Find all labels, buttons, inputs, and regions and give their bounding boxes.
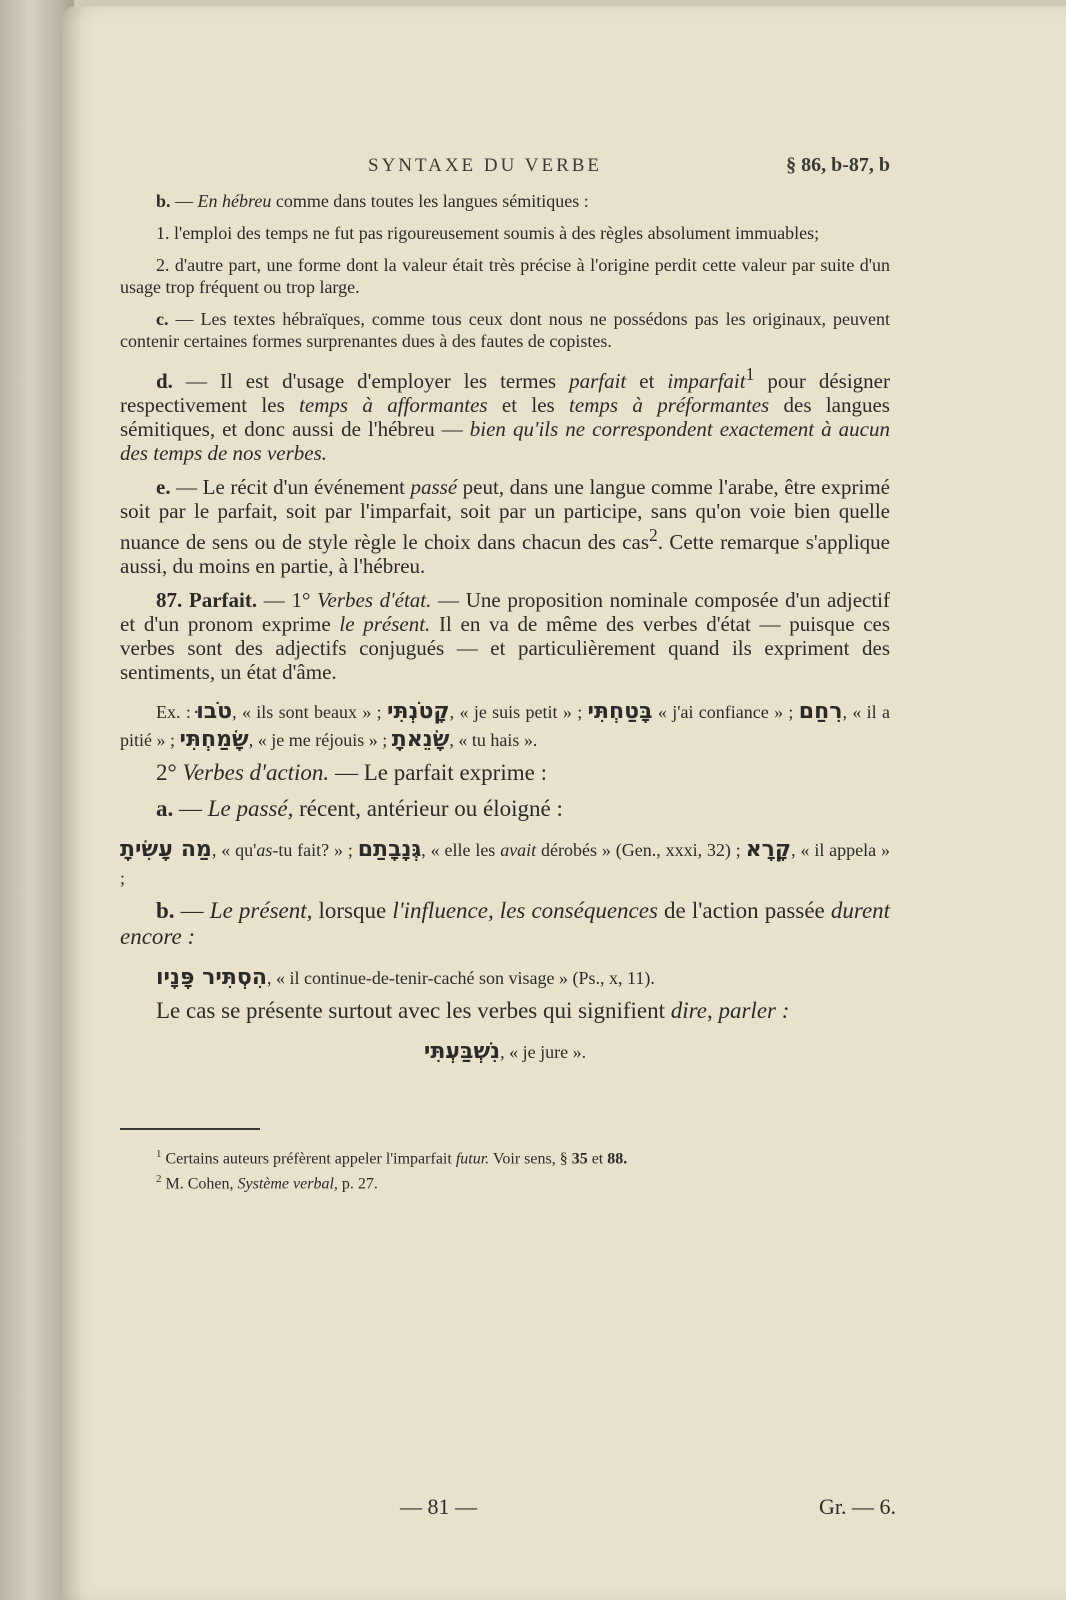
examples-present: הִסְתִּיר פָּנָיו, « il continue-de-tenir-caché son visage » (Ps., x, 11). xyxy=(156,965,655,990)
paragraph-dire-parler: Le cas se présente surtout avec les verbes qui signifient dire, parler : xyxy=(156,998,790,1023)
page-body xyxy=(120,190,890,1195)
hebrew-word: נִשְׁבַּעְתִּי xyxy=(423,1039,501,1064)
hebrew-word: קָטֹנְתִּי xyxy=(387,699,450,724)
examples-dire: נִשְׁבַּעְתִּי, « je jure ». xyxy=(423,1039,587,1064)
point-b-present: b. — Le présent, lorsque l'influence, les conséquences de l'action passée durent encore : xyxy=(120,898,891,949)
paragraph-d: d. — Il est d'usage d'employer les termes parfait et imparfait$^1$ pour désigner respectivement les temps à afformantes et les temps à préformantes des langues sémitiques, et donc aussi de l'hébreu — bien qu'ils ne correspondent exactement à aucun des temps de nos verbes. xyxy=(120,364,891,465)
page-footer xyxy=(400,1494,896,1520)
hebrew-word: בָּטַחְתִּי xyxy=(587,699,653,724)
footnote-divider xyxy=(120,1128,260,1130)
footnote-2: $^2$ M. Cohen, Système verbal, p. 27. xyxy=(156,1173,378,1193)
examples-verbes-etat: Ex. : טֹבוּ, « ils sont beaux » ; קָטֹנְתִּי, « je suis petit » ; בָּטַחְתִּי « j'ai confiance » ; רִחַם, « il a pitié » ; שָׂמַחְתִּי, « je me réjouis » ; שָׂנֵאתָ, « tu hais ». xyxy=(120,699,890,752)
running-title: SYNTAXE DU VERBE xyxy=(368,155,603,176)
examples-passe: מַה עָשִׂיתָ, « qu'as-tu fait? » ; גְּנָבָתַם, « elle les avait dérobés » (Gen., xxxi, 32) ; קָרָא, « il appela » ; xyxy=(120,837,890,888)
printer-signature: Gr. — 6. xyxy=(819,1494,896,1519)
hebrew-word: שָׂנֵאתָ xyxy=(391,727,450,752)
paragraph-c: c. — Les textes hébraïques, comme tous ceux dont nous ne possédons pas les originaux, peuvent contenir certaines formes surprenantes dues à des fautes de copistes. xyxy=(120,309,890,351)
page-number: — 81 — xyxy=(400,1494,477,1519)
running-header xyxy=(368,154,890,177)
footnote-ref-1: 1 xyxy=(745,364,755,384)
hebrew-word: טֹבוּ xyxy=(196,699,233,724)
section-heading: 87. Parfait. xyxy=(156,588,258,612)
point-a-passe: a. — Le passé, récent, antérieur ou éloigné : xyxy=(156,796,563,821)
paragraph-e: e. — Le récit d'un événement passé peut, dans une langue comme l'arabe, être exprimé soit par le parfait, soit par l'imparfait, soit par un participe, sans qu'on voie bien quelle nuance de sens ou de style règle le choix dans chacun des cas$^2$. Cette remarque s'applique aussi, du moins en partie, à l'hébreu. xyxy=(120,475,890,578)
footnote-1: $^1$ Certains auteurs préfèrent appeler l'imparfait futur. Voir sens, § 35 et 88. xyxy=(156,1148,628,1168)
hebrew-word: הִסְתִּיר פָּנָיו xyxy=(156,965,267,990)
section-reference: § 86, b-87, b xyxy=(786,154,890,176)
hebrew-word: רִחַם xyxy=(798,699,843,724)
section-87-parfait: 87. Parfait. — 1° Verbes d'état. — Une proposition nominale composée d'un adjectif et d'un pronom exprime le présent. Il en va de même des verbes d'état — puisque ces verbes sont des adjectifs conjugués — et particulièrement quand ils expriment des sentiments, un état d'âme. xyxy=(120,588,891,684)
paragraph-b: b. — En hébreu comme dans toutes les langues sémitiques : xyxy=(156,191,589,211)
paragraph-b-item-1: 1. l'emploi des temps ne fut pas rigoureusement soumis à des règles absolument immuables; xyxy=(156,223,820,243)
footnote-ref-2: 2 xyxy=(649,525,658,545)
subsection-verbes-action: 2° Verbes d'action. — Le parfait exprime : xyxy=(156,760,547,785)
hebrew-word: קָרָא xyxy=(745,837,792,862)
hebrew-word: מַה עָשִׂיתָ xyxy=(120,837,212,862)
hebrew-word: גְּנָבָתַם xyxy=(357,837,422,862)
paragraph-b-item-2: 2. d'autre part, une forme dont la valeur était très précise à l'origine perdit cette valeur par suite d'un usage trop fréquent ou trop large. xyxy=(120,255,890,297)
hebrew-word: שָׂמַחְתִּי xyxy=(179,727,249,752)
